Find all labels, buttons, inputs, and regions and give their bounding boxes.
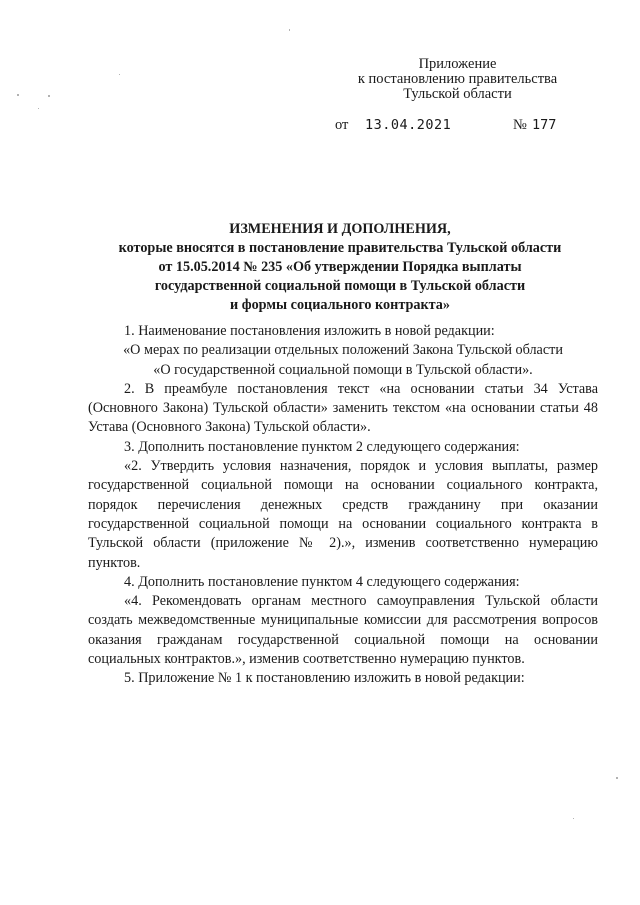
paragraph-4-quote: «4. Рекомендовать органам местного самоуправления Тульской области создать межведомственные муниципальные комиссии для рассмотрения вопросов оказания гражданам государственной социальной помощи на основании социальных контрактов.», изменив соответственно нумерацию пунктов. xyxy=(88,593,598,668)
scan-speck xyxy=(573,818,574,819)
title-line-5: и формы социального контракта» xyxy=(230,297,450,313)
scan-speck xyxy=(38,108,39,109)
appendix-line-2: к постановлению правительства xyxy=(357,71,558,87)
paragraph-3: 3. Дополнить постановление пунктом 2 следующего содержания: xyxy=(124,438,520,455)
scan-speck xyxy=(119,74,120,75)
title-line-1: ИЗМЕНЕНИЯ И ДОПОЛНЕНИЯ, xyxy=(229,221,451,237)
scan-speck xyxy=(17,94,19,96)
paragraph-3-quote: «2. Утвердить условия назначения, порядок и условия выплаты, размер государственной социальной помощи на основании социального контракта, порядок перечисления денежных средств гражданину при оказании государственной социальной помощи на основании социального контракта в Тульской области (приложение № 2).», изменив соответственно нумерацию пунктов. xyxy=(88,458,598,571)
paragraph-2: 2. В преамбуле постановления текст «на основании статьи 34 Устава (Основного Закона) Тульской области» заменить текстом «на основании статьи 48 Устава (Основного Закона) Тульской области». xyxy=(88,380,598,436)
scan-speck xyxy=(616,777,618,779)
title-line-2: которые вносятся в постановление правительства Тульской области xyxy=(118,240,562,256)
scan-speck xyxy=(48,95,50,97)
paragraph-1: 1. Наименование постановления изложить в новой редакции: xyxy=(124,323,495,339)
resolution-date: 13.04.2021 xyxy=(365,117,452,133)
paragraph-1-quote-line-2: «О государственной социальной помощи в Тульской области». xyxy=(153,361,533,378)
paragraph-4: 4. Дополнить постановление пунктом 4 следующего содержания: xyxy=(124,573,520,590)
resolution-number: 177 xyxy=(532,117,557,133)
date-prefix: от xyxy=(335,117,349,133)
title-line-4: государственной социальной помощи в Тульской области xyxy=(154,278,526,294)
appendix-line-3: Тульской области xyxy=(403,86,512,102)
paragraph-1-quote-line-1: «О мерах по реализации отдельных положений Закона Тульской области xyxy=(123,342,563,359)
appendix-line-1: Приложение xyxy=(418,56,497,72)
title-line-3: от 15.05.2014 № 235 «Об утверждении Порядка выплаты xyxy=(158,259,522,275)
resolution-date-line xyxy=(335,117,605,135)
appendix-header xyxy=(330,57,585,102)
document-body xyxy=(88,322,598,689)
document-title xyxy=(90,220,590,315)
paragraph-5: 5. Приложение № 1 к постановлению изложить в новой редакции: xyxy=(124,670,525,687)
scan-speck xyxy=(289,29,290,31)
number-sign: № xyxy=(513,117,527,133)
